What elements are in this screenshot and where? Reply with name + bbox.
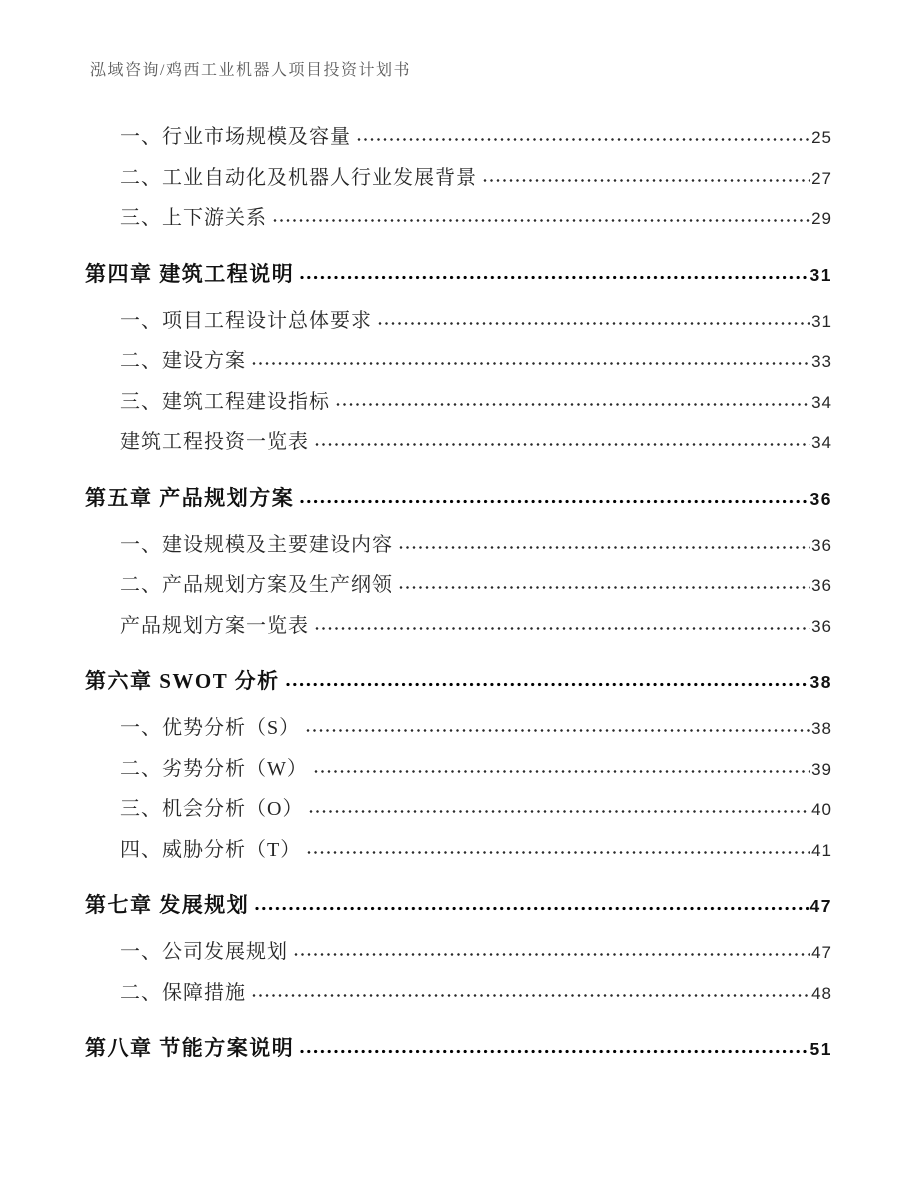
toc-entry[interactable] — [85, 126, 832, 167]
toc-entry[interactable] — [85, 615, 832, 656]
toc-entry-label: 四、威胁分析（T） — [120, 838, 302, 861]
toc-entry-page-number: 27 — [811, 168, 832, 188]
dot-leader — [314, 442, 810, 447]
toc-entry-label: 三、机会分析（O） — [120, 798, 304, 820]
toc-entry-label: 二、劣势分析（W） — [120, 757, 308, 780]
toc-entry-label: 第五章 产品规划方案 — [85, 485, 295, 510]
toc-entry-page-number: 31 — [811, 311, 832, 331]
toc-entry[interactable] — [85, 574, 832, 615]
toc-entry-page-number: 34 — [811, 433, 832, 452]
toc-entry-page-number: 38 — [809, 672, 832, 692]
toc-entry-label: 第四章 建筑工程说明 — [85, 261, 295, 286]
toc-entry-label: 一、优势分析（S） — [120, 717, 301, 739]
toc-entry[interactable] — [85, 839, 832, 880]
toc-entry[interactable] — [85, 207, 832, 248]
toc-entry-label: 二、建设方案 — [120, 350, 246, 372]
dot-leader — [314, 626, 810, 631]
toc-entry-page-number: 29 — [811, 209, 832, 228]
dot-leader — [356, 137, 810, 142]
dot-leader — [305, 728, 810, 733]
toc-entry-label: 二、保障措施 — [120, 981, 246, 1004]
dot-leader — [299, 499, 808, 504]
dot-leader — [251, 361, 810, 366]
toc-entry-page-number: 25 — [811, 128, 832, 147]
dot-leader — [313, 769, 810, 774]
toc-entry[interactable] — [85, 310, 832, 351]
dot-leader — [285, 682, 809, 687]
toc-entry-page-number: 40 — [811, 800, 832, 819]
toc-entry-label: 三、建筑工程建设指标 — [120, 390, 330, 413]
toc-entry-page-number: 31 — [809, 264, 832, 285]
toc-entry-page-number: 36 — [811, 576, 832, 595]
toc-entry-label: 一、行业市场规模及容量 — [120, 126, 351, 148]
toc-entry-label: 二、工业自动化及机器人行业发展背景 — [120, 166, 477, 189]
toc-entry-label: 三、上下游关系 — [120, 207, 267, 229]
toc-entry[interactable] — [85, 534, 832, 575]
toc-entry[interactable] — [85, 167, 832, 208]
table-of-contents — [85, 126, 832, 1084]
toc-entry[interactable] — [85, 982, 832, 1023]
toc-entry-page-number: 33 — [811, 352, 832, 371]
dot-leader — [482, 178, 810, 183]
dot-leader — [254, 906, 808, 911]
toc-entry-page-number: 41 — [811, 840, 832, 860]
dot-leader — [299, 1049, 808, 1054]
toc-entry-label: 一、项目工程设计总体要求 — [120, 309, 372, 332]
toc-entry[interactable] — [85, 941, 832, 982]
toc-entry[interactable] — [85, 487, 832, 534]
toc-entry-page-number: 36 — [811, 616, 832, 636]
toc-entry[interactable] — [85, 263, 832, 310]
dot-leader — [398, 545, 810, 550]
toc-entry-label: 建筑工程投资一览表 — [120, 431, 309, 453]
dot-leader — [299, 275, 808, 280]
toc-entry-page-number: 36 — [811, 535, 832, 555]
dot-leader — [293, 952, 810, 957]
dot-leader — [272, 218, 810, 223]
toc-entry-label: 产品规划方案一览表 — [120, 614, 309, 637]
dot-leader — [335, 402, 810, 407]
toc-entry[interactable] — [85, 717, 832, 758]
toc-entry-page-number: 47 — [811, 943, 832, 962]
toc-entry[interactable] — [85, 391, 832, 432]
toc-entry[interactable] — [85, 350, 832, 391]
toc-entry-page-number: 48 — [811, 983, 832, 1003]
toc-entry[interactable] — [85, 758, 832, 799]
toc-entry[interactable] — [85, 1037, 832, 1084]
dot-leader — [377, 321, 810, 326]
toc-entry-label: 二、产品规划方案及生产纲领 — [120, 574, 393, 596]
toc-entry[interactable] — [85, 670, 832, 717]
dot-leader — [251, 993, 810, 998]
toc-entry-label: 第七章 发展规划 — [85, 893, 250, 917]
toc-entry-label: 一、建设规模及主要建设内容 — [120, 533, 393, 556]
toc-entry-label: 第六章 SWOT 分析 — [85, 669, 280, 693]
dot-leader — [306, 850, 810, 855]
toc-entry[interactable] — [85, 894, 832, 941]
toc-entry[interactable] — [85, 798, 832, 839]
toc-entry-page-number: 36 — [809, 488, 832, 509]
toc-entry-page-number: 34 — [811, 392, 832, 412]
document-header: 泓域咨询/鸡西工业机器人项目投资计划书 — [90, 62, 411, 79]
toc-entry-label: 一、公司发展规划 — [120, 941, 288, 963]
toc-entry-page-number: 51 — [809, 1039, 832, 1059]
dot-leader — [308, 809, 810, 814]
toc-entry-page-number: 39 — [811, 759, 832, 779]
toc-entry-label: 第八章 节能方案说明 — [85, 1036, 295, 1060]
toc-entry-page-number: 38 — [811, 719, 832, 738]
dot-leader — [398, 585, 810, 590]
toc-entry-page-number: 47 — [809, 896, 832, 916]
toc-entry[interactable] — [85, 431, 832, 472]
